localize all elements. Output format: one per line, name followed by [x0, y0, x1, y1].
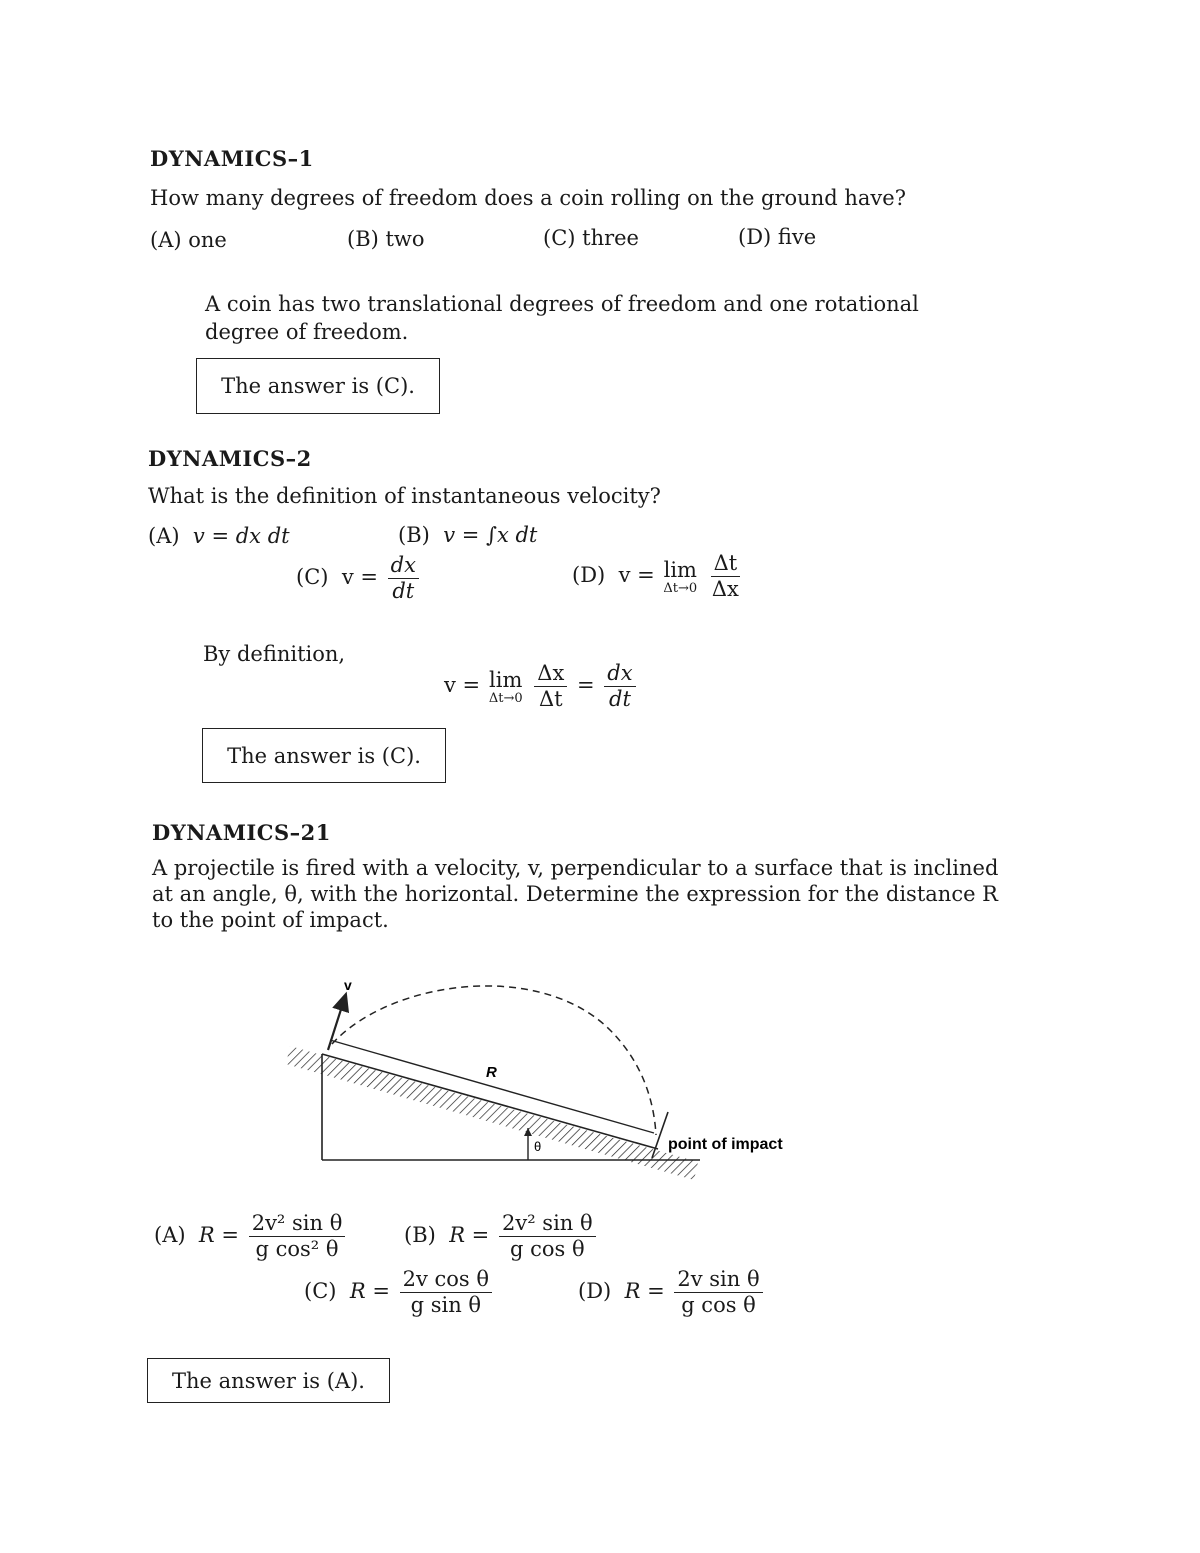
q1-answer-text: The answer is (C).	[221, 374, 415, 398]
q3-option-b-den: g cos θ	[509, 1237, 585, 1262]
q2-option-c	[296, 554, 422, 603]
q3-option-d-num: 2v sin θ	[674, 1268, 762, 1293]
q2-def-den1: Δt	[539, 687, 563, 712]
q2-option-d-limit	[663, 558, 697, 595]
q2-option-d-lim-sub: Δt→0	[663, 581, 698, 597]
q3-option-d-den: g cos θ	[681, 1293, 756, 1318]
q3-option-a-num: 2v² sin θ	[249, 1212, 346, 1237]
q1-option-c: (C) three	[543, 226, 639, 250]
q2-def-equals: =	[577, 673, 595, 698]
q1-solution-line1: A coin has two translational degrees of freedom and one rotational	[205, 292, 919, 316]
q2-def-den2: dt	[609, 687, 631, 712]
q2-definition-equation	[444, 662, 639, 711]
q3-option-d-fraction	[674, 1268, 762, 1317]
q1-answer-box	[196, 358, 440, 414]
q1-option-d: (D) five	[738, 225, 817, 249]
projectile-incline-figure	[280, 970, 820, 1190]
q2-option-d-lim: lim	[663, 558, 697, 583]
q2-answer-text: The answer is (C).	[227, 743, 421, 768]
q3-text-line2: at an angle, θ, with the horizontal. Determine the expression for the distance R	[152, 882, 998, 906]
q3-option-b-lhs: R =	[449, 1223, 490, 1248]
q3-option-b-num: 2v² sin θ	[499, 1212, 596, 1237]
q2-by-definition: By definition,	[203, 642, 346, 666]
q3-option-c-num: 2v cos θ	[400, 1268, 492, 1293]
q3-answer-text: The answer is (A).	[172, 1368, 365, 1393]
q2-question: What is the definition of instantaneous velocity?	[148, 484, 661, 508]
q3-text-line3: to the point of impact.	[152, 908, 389, 932]
r-label: R	[486, 1064, 497, 1081]
q3-option-c-den: g sin θ	[410, 1293, 482, 1318]
q2-option-d-label: (D)	[572, 563, 606, 588]
q2-def-fraction-1	[534, 662, 567, 711]
q3-option-b-fraction	[499, 1212, 596, 1261]
q2-def-lim-sub: Δt→0	[488, 691, 523, 707]
q1-option-b: (B) two	[347, 227, 425, 251]
q2-def-num2: dx	[604, 662, 635, 687]
q3-option-a	[154, 1212, 348, 1261]
q2-option-d	[572, 552, 745, 601]
q3-option-a-label: (A)	[154, 1223, 186, 1248]
q1-title: DYNAMICS–1	[150, 146, 314, 171]
q2-option-a	[148, 524, 290, 548]
q1-option-a: (A) one	[150, 228, 227, 252]
q3-answer-box	[147, 1358, 390, 1403]
q3-option-c-lhs: R =	[349, 1279, 390, 1304]
q2-option-b	[398, 523, 537, 547]
q3-text-line1: A projectile is fired with a velocity, v, perpendicular to a surface that is inclined	[152, 856, 999, 880]
velocity-arrow	[328, 1000, 344, 1050]
q3-option-c-label: (C)	[304, 1279, 337, 1304]
point-of-impact-label: point of impact	[668, 1136, 783, 1153]
q3-title: DYNAMICS–21	[152, 820, 331, 845]
q2-def-lim: lim	[489, 668, 523, 693]
q2-option-c-den: dt	[392, 579, 415, 604]
q3-option-c-fraction	[400, 1268, 492, 1317]
q3-option-a-lhs: R =	[198, 1223, 240, 1248]
q2-answer-box	[202, 728, 446, 783]
q2-option-a-expr: v = dx dt	[192, 524, 290, 548]
q2-def-num1: Δx	[534, 662, 567, 687]
q2-title: DYNAMICS–2	[148, 446, 312, 471]
q1-question: How many degrees of freedom does a coin rolling on the ground have?	[150, 186, 906, 210]
velocity-label: v	[344, 977, 352, 993]
q2-option-c-label: (C)	[296, 565, 329, 590]
q2-option-d-den: Δx	[711, 577, 739, 602]
q3-option-b	[404, 1212, 599, 1261]
q3-option-a-fraction	[249, 1212, 346, 1261]
q2-def-fraction-2	[604, 662, 635, 711]
q1-solution-line2: degree of freedom.	[205, 320, 409, 344]
q2-option-b-label: (B)	[398, 523, 430, 547]
q3-option-b-label: (B)	[404, 1223, 436, 1248]
q2-def-lhs: v =	[444, 673, 481, 698]
q2-option-b-expr: v = ∫x dt	[443, 523, 538, 547]
q2-option-c-num: dx	[388, 554, 419, 579]
q2-def-limit	[489, 668, 523, 705]
theta-label: θ	[534, 1139, 542, 1154]
impact-marker	[652, 1112, 668, 1158]
q2-option-d-lhs: v =	[618, 563, 655, 588]
q3-option-d-lhs: R =	[624, 1279, 665, 1304]
q2-option-c-fraction	[388, 554, 419, 603]
q3-option-c	[304, 1268, 495, 1317]
q3-option-d	[578, 1268, 766, 1317]
q3-option-a-den: g cos² θ	[255, 1237, 339, 1262]
q2-option-d-num: Δt	[711, 552, 741, 577]
q2-option-d-fraction	[709, 552, 742, 601]
q3-option-d-label: (D)	[578, 1279, 612, 1304]
q2-option-a-label: (A)	[148, 524, 180, 548]
q2-option-c-lhs: v =	[341, 565, 378, 590]
